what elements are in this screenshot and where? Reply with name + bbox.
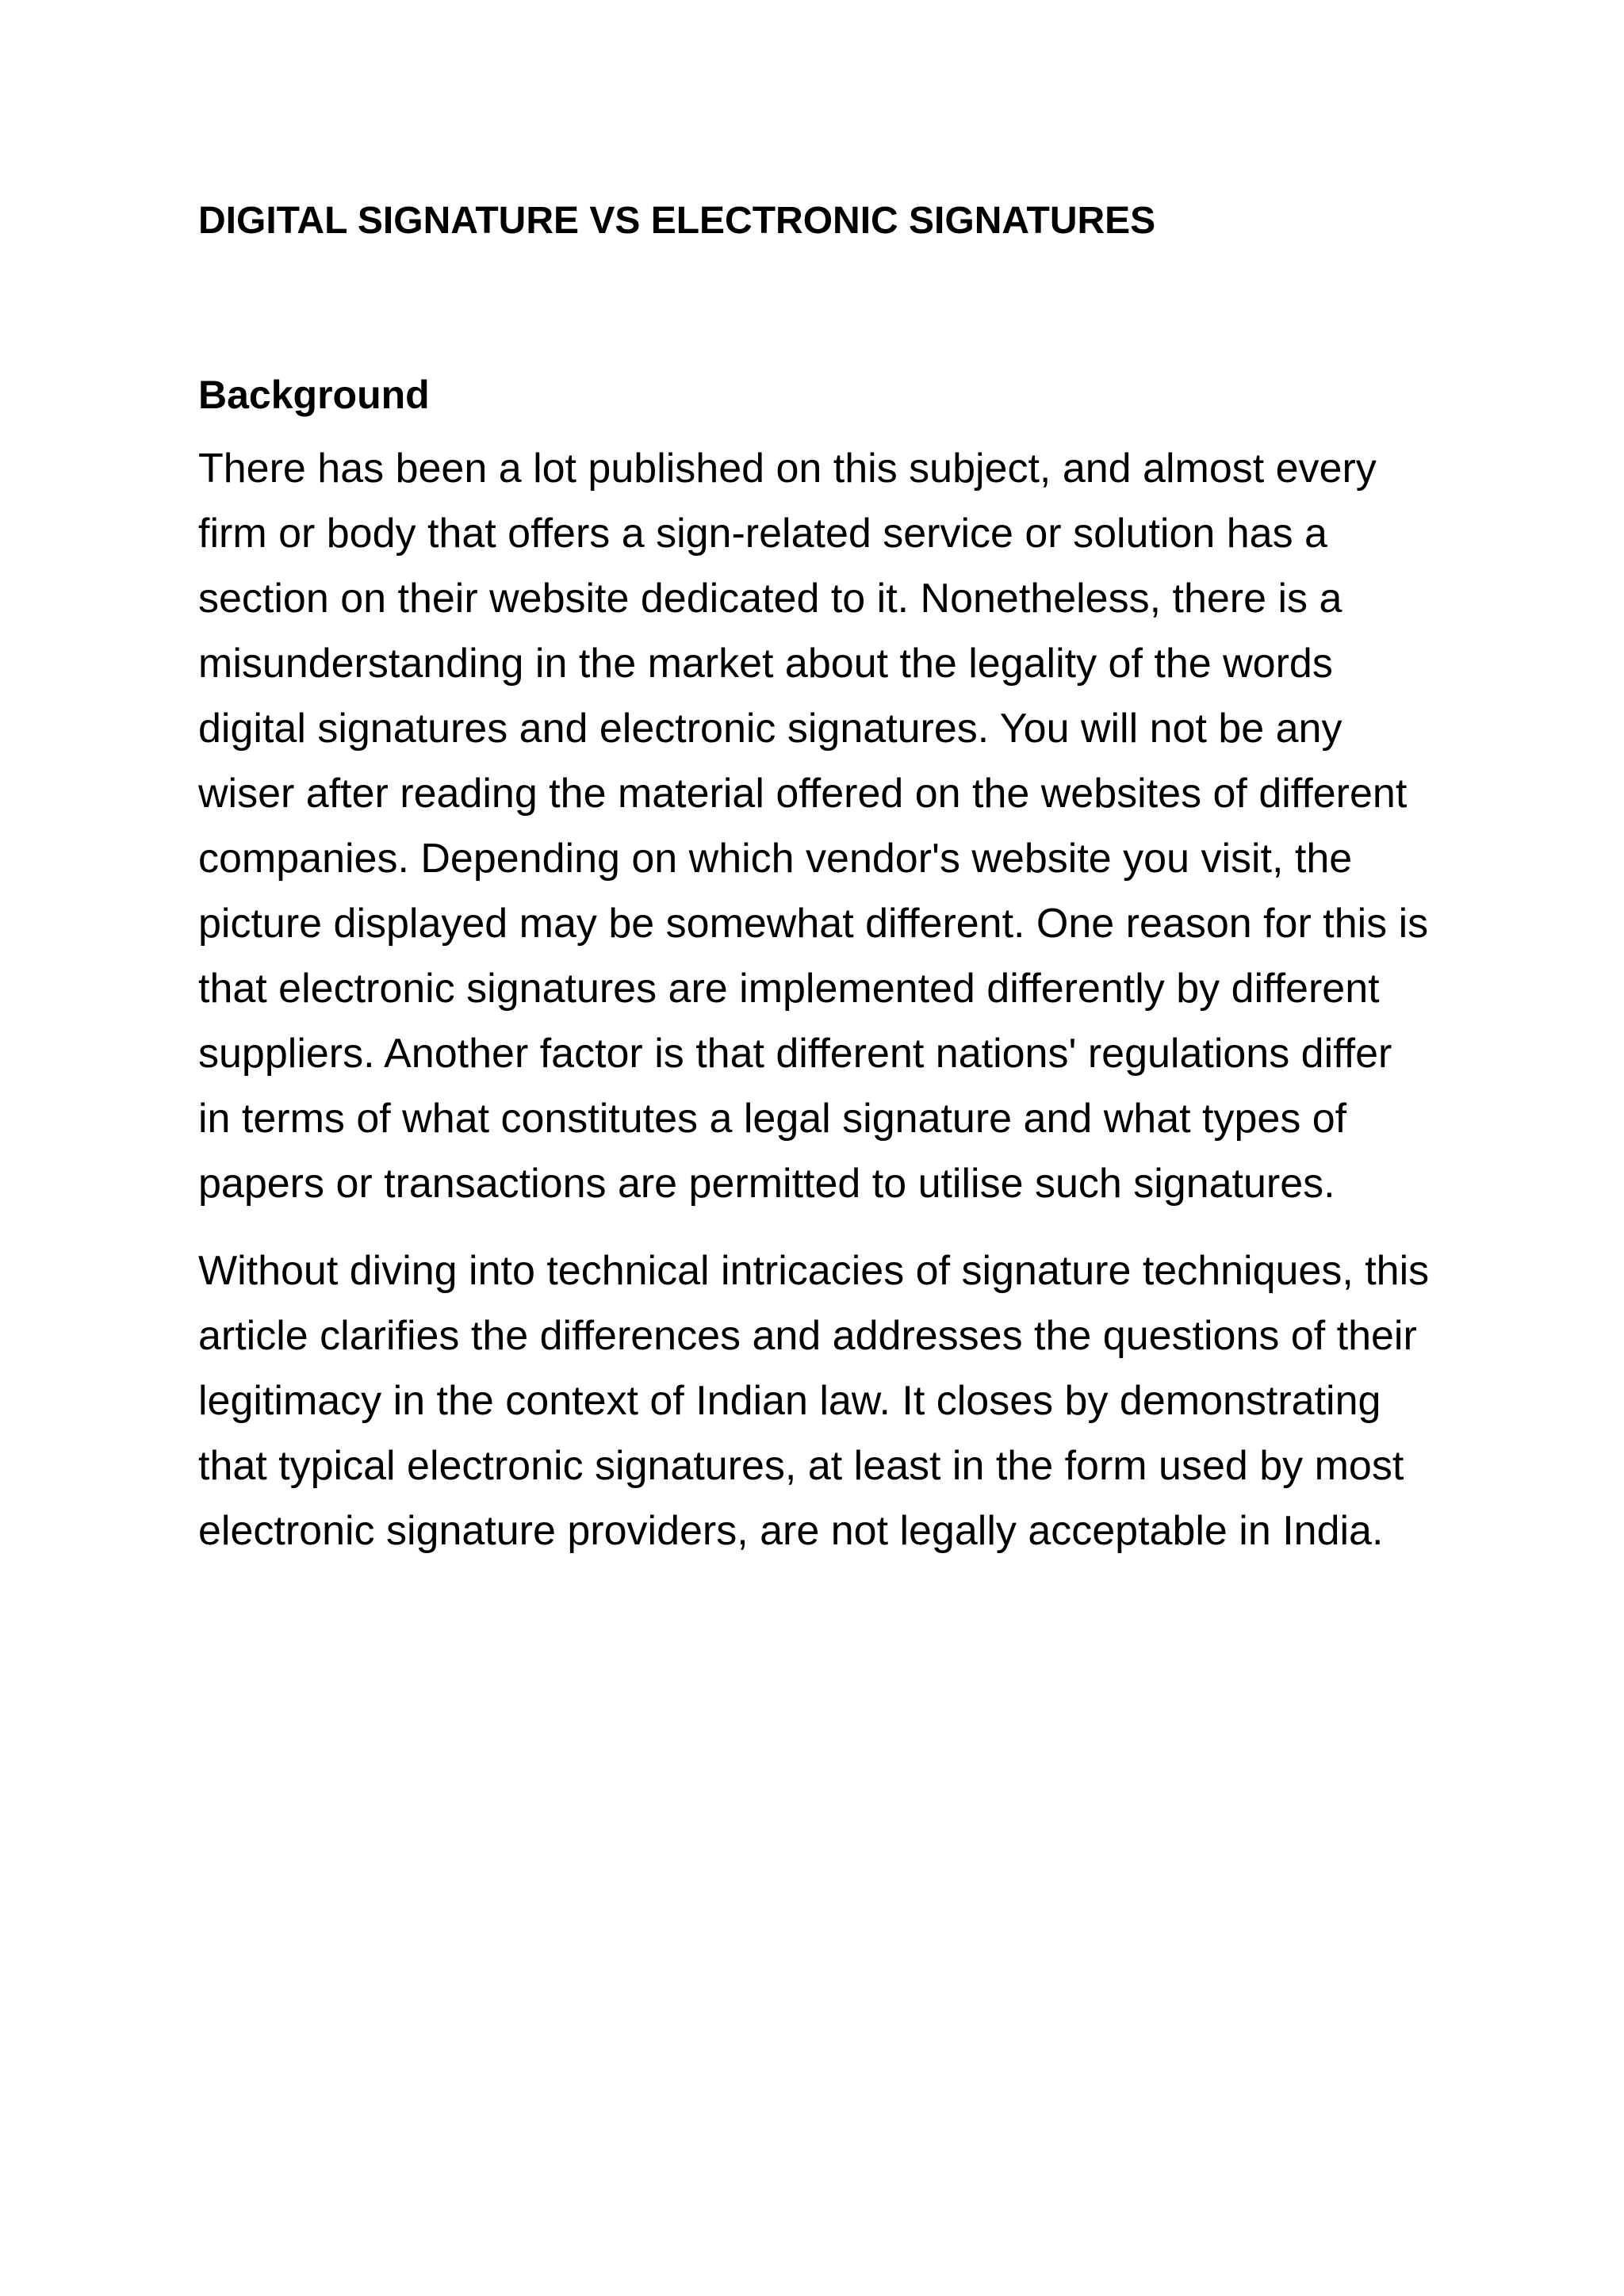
document-content <box>198 198 1435 1563</box>
body-paragraph: Without diving into technical intricacies of signature techniques, this article clarifies the differences and addresses the questions of their legitimacy in the context of Indian law. It closes by demonstrating that typical electronic signatures, at least in the form used by most electronic signature providers, are not legally acceptable in India. <box>198 1247 1430 1554</box>
body-paragraph: There has been a lot published on this subject, and almost every firm or body that offers a sign-related service or solution has a section on their website dedicated to it. Nonetheless, there is a misunderstanding in the market about the legality of the words digital signatures and electronic signatures. You will not be any wiser after reading the material offered on the websites of different companies. Depending on which vendor's website you visit, the picture displayed may be somewhat different. One reason for this is that electronic signatures are implemented differently by different suppliers. Another factor is that different nations' regulations differ in terms of what constitutes a legal signature and what types of papers or transactions are permitted to utilise such signatures. <box>198 445 1429 1207</box>
section-heading-background: Background <box>198 372 430 417</box>
document-title: DIGITAL SIGNATURE VS ELECTRONIC SIGNATURES <box>198 200 1156 242</box>
